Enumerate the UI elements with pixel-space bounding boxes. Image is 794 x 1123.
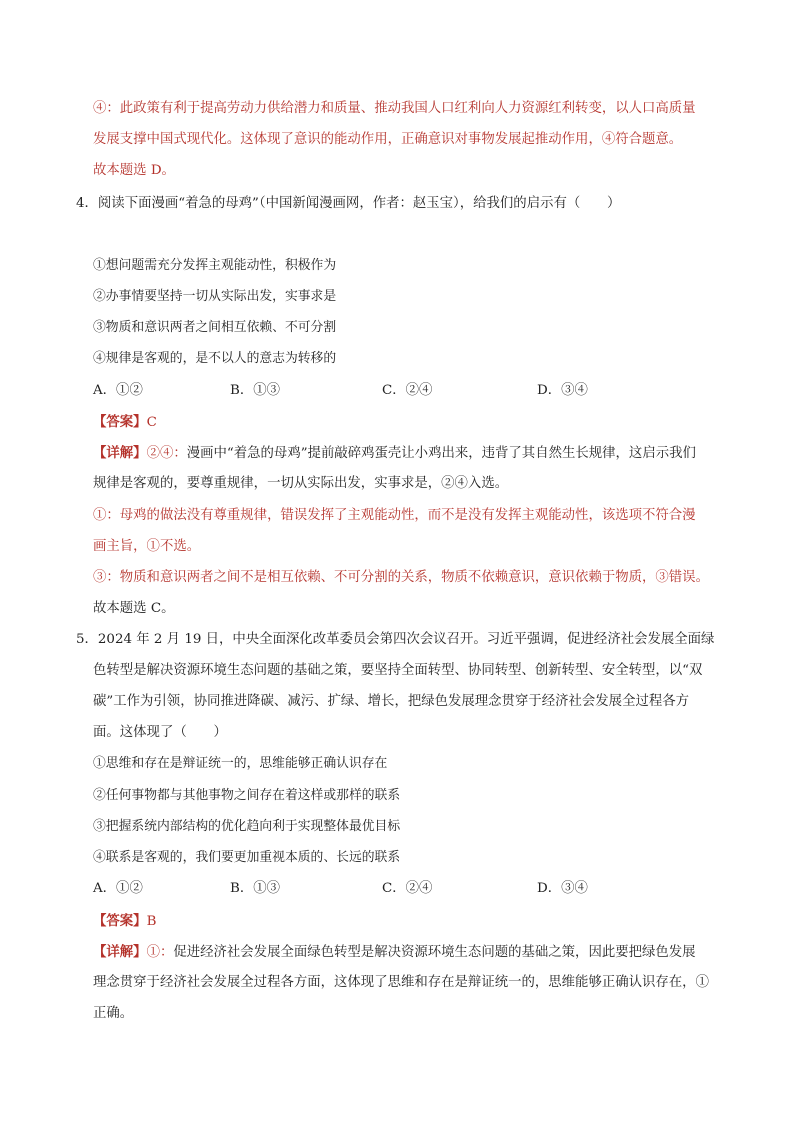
q4-conclusion: 故本题选 C。 bbox=[93, 601, 175, 616]
detail-text: 漫画中“着急的母鸡”提前敲碎鸡蛋壳让小鸡出来，违背了其自然生长规律，这启示我们 bbox=[186, 446, 696, 461]
answer-label: 【答案】 bbox=[93, 414, 147, 430]
q5-option-2: ②任何事物都与其他事物之间存在着这样或那样的联系 bbox=[93, 788, 401, 803]
prev-detail-line-1: ④：此政策有利于提高劳动力供给潜力和质量、推动我国人口红利向人力资源红利转变，以人口高质量 bbox=[93, 101, 696, 116]
q5-detail-line-2: 理念贯穿于经济社会发展全过程各方面，这体现了思维和存在是辩证统一的，思维能够正确认识存在，① bbox=[93, 975, 709, 990]
q5-stem-line-2: 色转型是解决资源环境生态问题的基础之策，要坚持全面转型、协同转型、创新转型、安全转型，以“双 bbox=[93, 663, 703, 678]
q5-stem-line-4: 面。这体现了（ ） bbox=[93, 725, 227, 740]
q5-option-1: ①思维和存在是辩证统一的，思维能够正确认识存在 bbox=[93, 756, 388, 771]
detail-label: 【详解】 bbox=[93, 944, 147, 960]
q5-choice-c: C．②④ bbox=[382, 881, 433, 896]
prev-conclusion: 故本题选 D。 bbox=[93, 163, 175, 178]
detail-text: 促进经济社会发展全面绿色转型是解决资源环境生态问题的基础之策，因此要把绿色发展 bbox=[173, 945, 696, 960]
answer-value: B bbox=[146, 914, 157, 929]
prev-detail-line-2: 发展支撑中国式现代化。这体现了意识的能动作用，正确意识对事物发展起推动作用，④符合题意。 bbox=[93, 132, 683, 147]
q5-choice-b: B．①③ bbox=[230, 881, 281, 896]
q4-detail-line-2: 规律是客观的，要尊重规律，一切从实际出发，实事求是，②④入选。 bbox=[93, 476, 509, 491]
q5-choice-a: A．①② bbox=[93, 881, 143, 896]
q5-detail-line-1 bbox=[93, 942, 696, 963]
q4-option-2: ②办事情要坚持一切从实际出发，实事求是 bbox=[93, 289, 337, 304]
q5-choice-d: D．③④ bbox=[537, 881, 588, 896]
q5-option-3: ③把握系统内部结构的优化趋向利于实现整体最优目标 bbox=[93, 819, 401, 834]
q4-choice-a: A．①② bbox=[93, 383, 143, 398]
q4-choice-b: B．①③ bbox=[230, 383, 281, 398]
q4-option-3: ③物质和意识两者之间相互依赖、不可分割 bbox=[93, 320, 337, 335]
q4-detail-line-1 bbox=[93, 443, 696, 464]
detail-prefix: ①： bbox=[146, 945, 174, 960]
q4-option-1: ①想问题需充分发挥主观能动性，积极作为 bbox=[93, 258, 337, 273]
answer-value: C bbox=[146, 415, 157, 430]
q5-option-4: ④联系是客观的，我们要更加重视本质的、长远的联系 bbox=[93, 850, 401, 865]
q4-option-4: ④规律是客观的，是不以人的意志为转移的 bbox=[93, 351, 337, 366]
q5-stem-line-3: 碳”工作为引领，协同推进降碳、减污、扩绿、增长，把绿色发展理念贯穿于经济社会发展全过程各方 bbox=[93, 694, 690, 709]
detail-label: 【详解】 bbox=[93, 445, 147, 461]
q4-choice-d: D．③④ bbox=[537, 383, 588, 398]
answer-label: 【答案】 bbox=[93, 913, 147, 929]
q4-detail-line-3: ①：母鸡的做法没有尊重规律，错误发挥了主观能动性，而不是没有发挥主观能动性，该选项不符合漫 bbox=[93, 508, 696, 523]
q5-stem-line-1: 5．2024 年 2 月 19 日，中央全面深化改革委员会第四次会议召开。习近平强调，促进经济社会发展全面绿 bbox=[76, 632, 715, 647]
q4-detail-line-5: ③：物质和意识两者之间不是相互依赖、不可分割的关系，物质不依赖意识，意识依赖于物质，③错误。 bbox=[93, 570, 709, 585]
q5-detail-line-3: 正确。 bbox=[93, 1006, 134, 1021]
q4-choice-c: C．②④ bbox=[382, 383, 433, 398]
q5-answer bbox=[93, 911, 156, 932]
detail-prefix: ②④： bbox=[146, 446, 187, 461]
q4-stem: 4．阅读下面漫画“着急的母鸡”（中国新闻漫画网，作者：赵玉宝），给我们的启示有（ ） bbox=[76, 196, 621, 211]
q4-answer bbox=[93, 412, 157, 433]
q4-detail-line-4: 画主旨，①不选。 bbox=[93, 539, 201, 554]
